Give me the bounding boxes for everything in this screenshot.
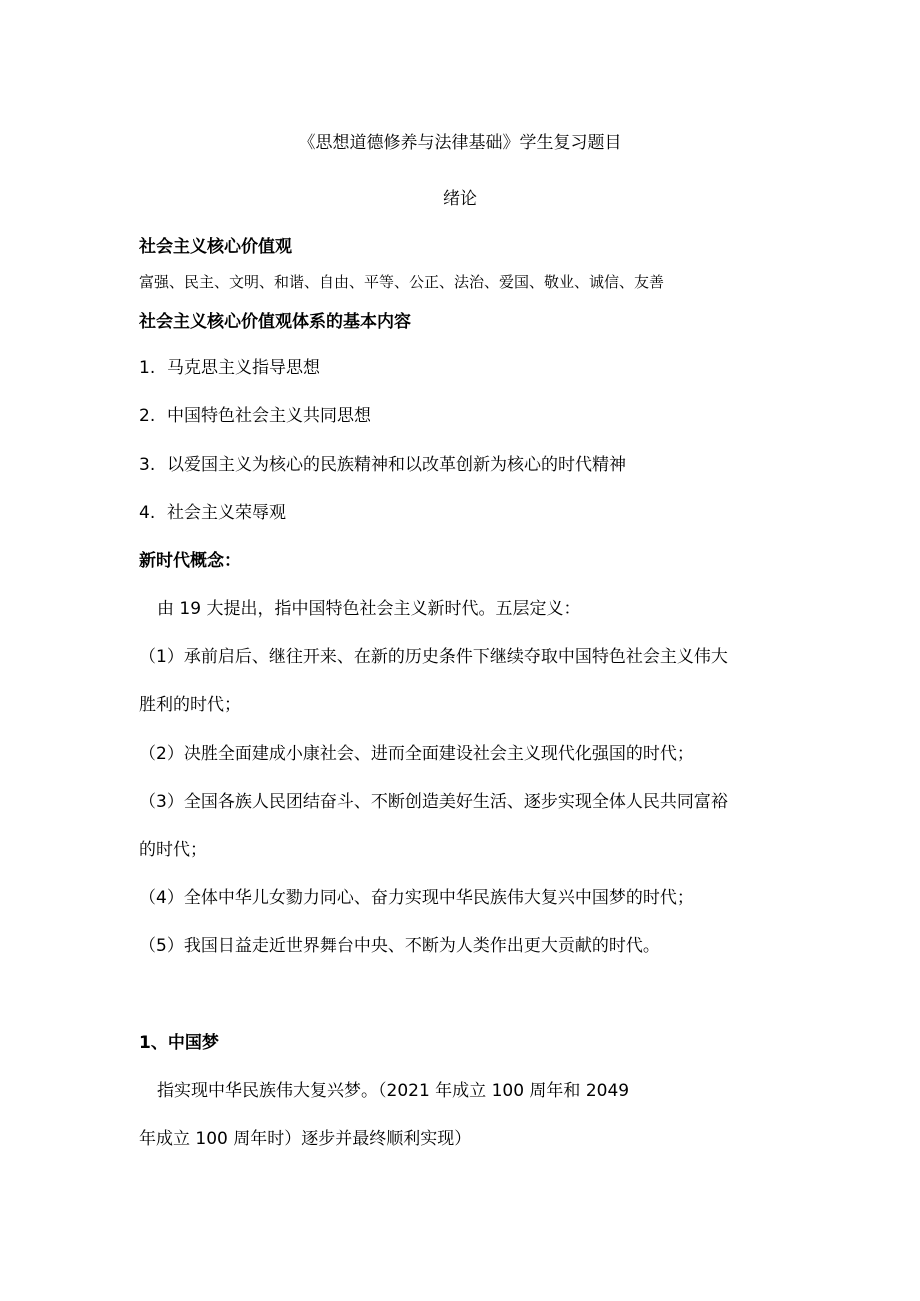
list-item-text: 以爱国主义为核心的民族精神和以改革创新为核心的时代精神 [167, 455, 626, 475]
list-item-text: 中国特色社会主义共同思想 [167, 406, 371, 426]
core-values-list: 富强、民主、文明、和谐、自由、平等、公正、法治、爱国、敬业、诚信、友善 [139, 273, 665, 291]
document-title: 《思想道德修养与法律基础》学生复习题目 [298, 133, 622, 153]
new-era-definition-3-cont: 的时代； [139, 840, 207, 860]
new-era-definition-3: （3）全国各族人民团结奋斗、不断创造美好生活、逐步实现全体人民共同富裕 [139, 792, 728, 812]
list-item-text: 马克思主义指导思想 [167, 358, 320, 378]
new-era-definition-4: （4）全体中华儿女勠力同心、奋力实现中华民族伟大复兴中国梦的时代； [139, 888, 694, 908]
new-era-definition-2: （2）决胜全面建成小康社会、进而全面建设社会主义现代化强国的时代； [139, 744, 694, 764]
list-item-number: 4. [139, 503, 156, 523]
list-item-text: 社会主义荣辱观 [167, 503, 286, 523]
section-subtitle: 绪论 [443, 189, 477, 209]
list-item [139, 502, 286, 524]
list-item-number: 1. [139, 358, 156, 378]
list-item [139, 454, 626, 476]
list-item [139, 357, 320, 379]
china-dream-text-line-2: 年成立 100 周年时）逐步并最终顺利实现） [139, 1129, 472, 1149]
new-era-definition-5: （5）我国日益走近世界舞台中央、不断为人类作出更大贡献的时代。 [139, 936, 660, 956]
china-dream-heading: 1、中国梦 [139, 1033, 219, 1053]
list-item-number: 3. [139, 455, 156, 475]
value-system-heading: 社会主义核心价值观体系的基本内容 [139, 312, 411, 332]
new-era-intro: 由 19 大提出，指中国特色社会主义新时代。五层定义： [157, 599, 581, 619]
china-dream-text-line-1: 指实现中华民族伟大复兴梦。（2021 年成立 100 周年和 2049 [157, 1081, 630, 1101]
list-item-number: 2. [139, 406, 156, 426]
new-era-heading: 新时代概念： [139, 551, 241, 571]
new-era-definition-1-cont: 胜利的时代； [139, 695, 241, 715]
core-values-heading: 社会主义核心价值观 [139, 237, 292, 257]
list-item [139, 405, 371, 427]
new-era-definition-1: （1）承前启后、继往开来、在新的历史条件下继续夺取中国特色社会主义伟大 [139, 647, 728, 667]
